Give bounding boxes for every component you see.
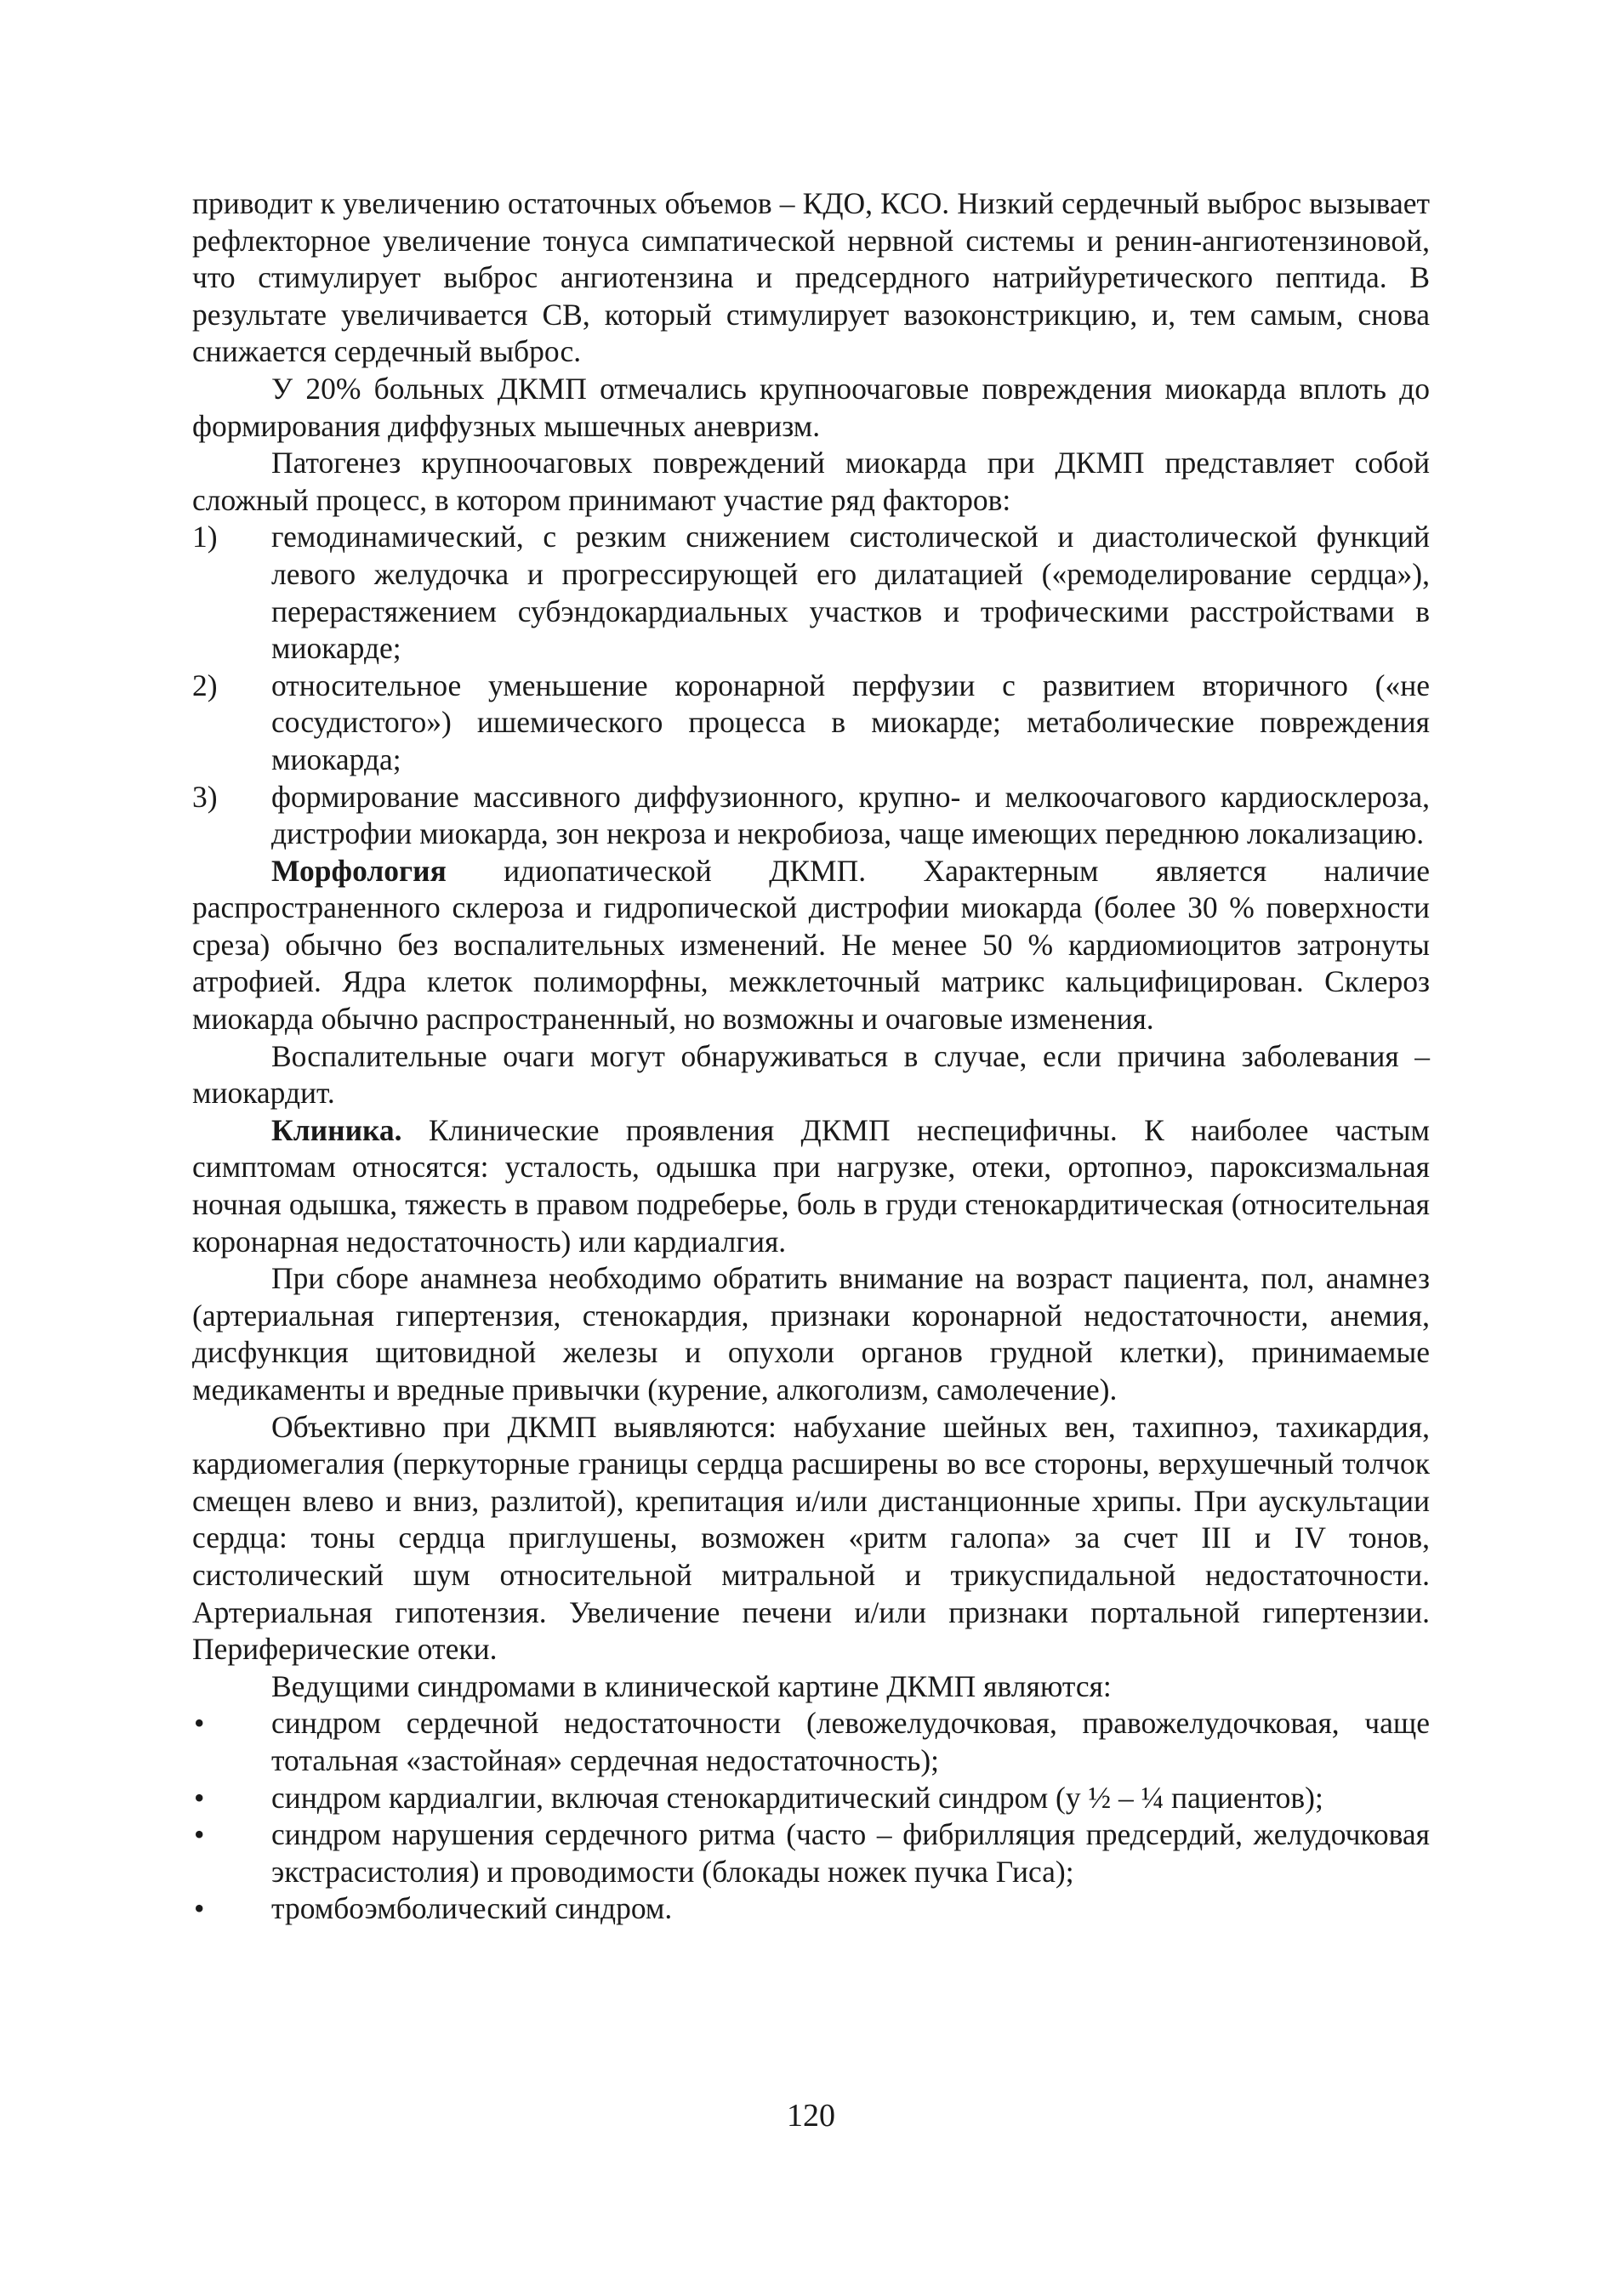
page-number: 120 — [787, 2098, 835, 2134]
list-item — [192, 668, 1430, 779]
paragraph-hemodynamics: приводит к увеличению остаточных объемов – КДО, КСО. Низкий сердечный выброс вызывает рефлекторное увеличение тонуса симпатической нервной системы и ренин-ангиотензиновой, что стимулирует выброс ангиотензина и предсердного натрийуретического пептида. В результате увеличивается СВ, который стимулирует вазоконстрикцию, и, тем самым, снова снижается сердечный выброс. — [192, 186, 1430, 369]
list-item — [192, 1705, 1430, 1779]
morphology-text: идиопатической ДКМП. Характерным является наличие распространенного склероза и гидропической дистрофии миокарда (более 30 % поверхности среза) обычно без воспалительных изменений. Не менее 50 % кардиомиоцитов затронуты атрофией. Ядра клеток полиморфны, межклеточный матрикс кальцифицирован. Склероз миокарда обычно распространенный, но возможны и очаговые изменения. — [192, 853, 1430, 1037]
paragraph-objective: Объективно при ДКМП выявляются: набухание шейных вен, тахипноэ, тахикардия, кардиомегалия (перкуторные границы сердца расширены во все стороны, верхушечный толчок смещен влево и вниз, разлитой), крепитация и/или дистанционные хрипы. При аускультации сердца: тоны сердца приглушены, возможен «ритм галопа» за счет III и IV тонов, систолический шум относительной митральной и трикуспидальной недостаточности. Артериальная гипотензия. Увеличение печени и/или признаки портальной гипертензии. Периферические отеки. — [192, 1409, 1430, 1667]
paragraph-morphology — [192, 853, 1430, 1038]
factors-list — [192, 519, 1430, 852]
list-item-text: синдром нарушения сердечного ритма (часто – фибрилляция предсердий, желудочковая экстрасистолия) и проводимости (блокады ножек пучка Гиса); — [271, 1817, 1430, 1889]
list-item — [192, 1780, 1430, 1817]
list-item-text: синдром кардиалгии, включая стенокардитический синдром (у ½ – ¼ пациентов); — [271, 1780, 1323, 1815]
bullet-icon: • — [194, 1817, 205, 1852]
bullet-icon: • — [194, 1706, 205, 1741]
list-item — [192, 1890, 1430, 1928]
list-item-text: тромбоэмболический синдром. — [271, 1891, 673, 1926]
page-body — [192, 185, 1430, 1928]
list-item — [192, 1816, 1430, 1890]
list-item — [192, 779, 1430, 853]
paragraph-pathogenesis: Патогенез крупноочаговых повреждений миокарда при ДКМП представляет собой сложный процесс, в котором принимают участие ряд факторов: — [192, 446, 1430, 517]
paragraph-inflammation: Воспалительные очаги могут обнаруживаться в случае, если причина заболевания – миокардит. — [192, 1038, 1430, 1111]
list-item-text: относительное уменьшение коронарной перфузии с развитием вторичного («не сосудистого») ишемического процесса в миокарде; метаболические повреждения миокарда; — [271, 668, 1430, 776]
paragraph-syndromes-intro: Ведущими синдромами в клинической картине ДКМП являются: — [271, 1668, 1112, 1703]
list-item-text: гемодинамический, с резким снижением систолической и диастолической функций левого желудочка и прогрессирующей его дилатацией («ремоделирование сердца»), перерастяжением субэндокардиальных участков и трофическими расстройствами в миокарде; — [271, 520, 1430, 666]
morphology-heading: Морфология — [271, 853, 447, 888]
list-item — [192, 519, 1430, 667]
bullet-icon: • — [194, 1780, 205, 1815]
list-marker: 3) — [192, 779, 218, 814]
paragraph-focal-damage: У 20% больных ДКМП отмечались крупноочаговые повреждения миокарда вплоть до формирования диффузных мышечных аневризм. — [192, 371, 1430, 443]
bullet-icon: • — [194, 1891, 205, 1926]
clinic-text: Клинические проявления ДКМП неспецифичны. К наиболее частым симптомам относятся: усталость, одышка при нагрузке, отеки, ортопноэ, пароксизмальная ночная одышка, тяжесть в правом подреберье, боль в груди стенокардитическая (относительная коронарная недостаточность) или кардиалгия. — [192, 1112, 1430, 1259]
list-marker: 2) — [192, 668, 218, 702]
paragraph-clinic — [192, 1112, 1430, 1260]
list-item-text: синдром сердечной недостаточности (левожелудочковая, правожелудочковая, чаще тотальная «застойная» сердечная недостаточность); — [271, 1706, 1430, 1777]
clinic-heading: Клиника. — [271, 1112, 402, 1147]
syndromes-list — [192, 1705, 1430, 1928]
paragraph-anamnesis: При сборе анамнеза необходимо обратить внимание на возраст пациента, пол, анамнез (артериальная гипертензия, стенокардия, признаки коронарной недостаточности, анемия, дисфункция щитовидной железы и опухоли органов грудной клетки), принимаемые медикаменты и вредные привычки (курение, алкоголизм, самолечение). — [192, 1261, 1430, 1407]
list-item-text: формирование массивного диффузионного, крупно- и мелкоочагового кардиосклероза, дистрофии миокарда, зон некроза и некробиоза, чаще имеющих переднюю локализацию. — [271, 779, 1430, 851]
list-marker: 1) — [192, 520, 218, 554]
